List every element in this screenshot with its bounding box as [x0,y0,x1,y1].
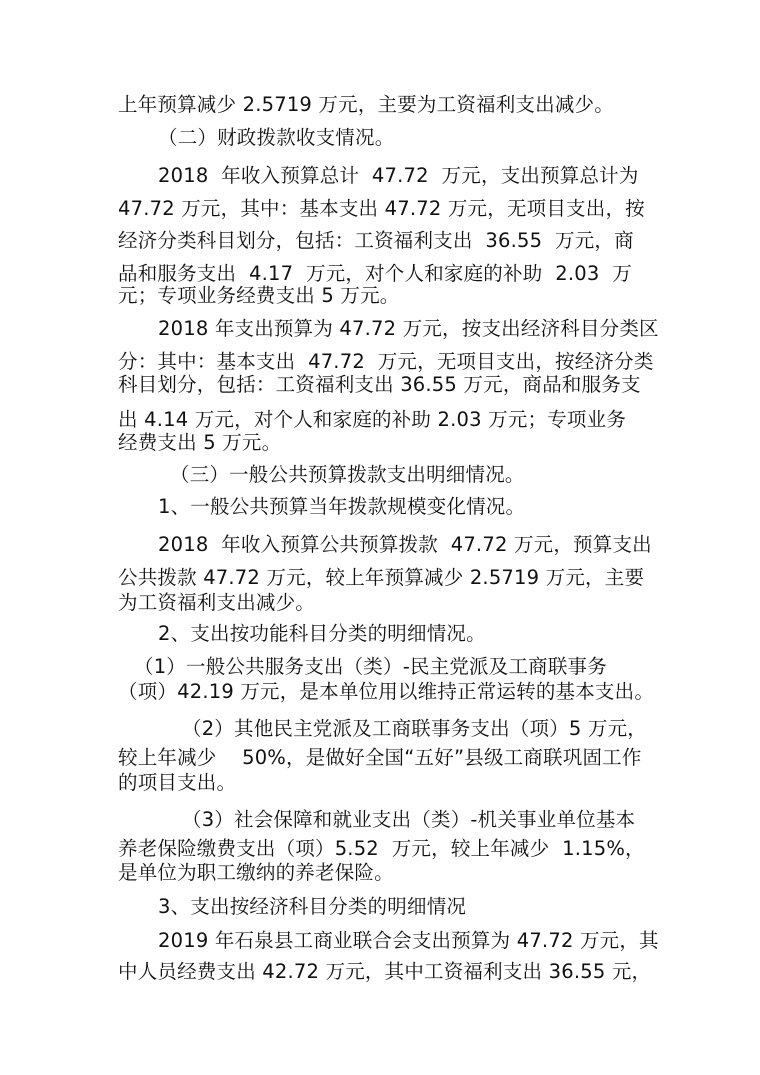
text-line: 经费支出 5 万元。 [118,431,282,454]
subsection-heading: 3、支出按经济科目分类的明细情况 [158,895,467,918]
text-line: 经济分类科目划分，包括：工资福利支出 36.55 万元，商 [118,229,634,252]
text-line: （3）社会保障和就业支出（类）-机关事业单位基本 [182,808,636,831]
text-line: 47.72 万元，其中：基本支出 47.72 万元，无项目支出，按 [118,197,645,220]
text-line: 2018 年收入预算公共预算拨款 47.72 万元，预算支出 [158,533,652,556]
text-line: 分：其中：基本支出 47.72 万元，无项目支出，按经济分类 [118,350,654,373]
text-line: 养老保险缴费支出（项）5.52 万元，较上年减少 1.15%， [118,837,645,860]
text-line: 2018 年收入预算总计 47.72 万元，支出预算总计为 [158,164,639,187]
section-heading: （二）财政拨款收支情况。 [158,126,395,149]
text-line: 为工资福利支出减少。 [118,591,316,614]
subsection-heading: 1、一般公共预算当年拨款规模变化情况。 [158,495,526,518]
text-line: （2）其他民主党派及工商联事务支出（项）5 万元， [182,717,648,740]
text-line: 2019 年石泉县工商业联合会支出预算为 47.72 万元，其 [158,929,659,952]
text-line: 2018 年支出预算为 47.72 万元，按支出经济科目分类区 [158,317,659,340]
text-line: （1）一般公共服务支出（类）-民主党派及工商联事务 [134,655,607,678]
text-line: 出 4.14 万元，对个人和家庭的补助 2.03 万元；专项业务 [118,408,627,431]
text-line: 中人员经费支出 42.72 万元，其中工资福利支出 36.55 元， [118,960,652,983]
text-line: 科目划分，包括：工资福利支出 36.55 万元，商品和服务支 [118,373,641,396]
text-line: （项）42.19 万元，是本单位用以维持正常运转的基本支出。 [118,680,655,703]
text-line: 较上年减少 50%，是做好全国“五好”县级工商联巩固工作 [118,746,642,769]
text-line: 是单位为职工缴纳的养老保险。 [118,861,394,884]
subsection-heading: 2、支出按功能科目分类的明细情况。 [158,622,486,645]
text-line: 公共拨款 47.72 万元，较上年预算减少 2.5719 万元，主要 [118,566,645,589]
section-heading: （三）一般公共预算拨款支出明细情况。 [170,463,525,486]
text-line: 的项目支出。 [118,771,237,794]
text-line: 上年预算减少 2.5719 万元，主要为工资福利支出减少。 [118,93,614,116]
text-line: 品和服务支出 4.17 万元，对个人和家庭的补助 2.03 万 [118,262,632,285]
text-line: 元；专项业务经费支出 5 万元。 [118,284,400,307]
